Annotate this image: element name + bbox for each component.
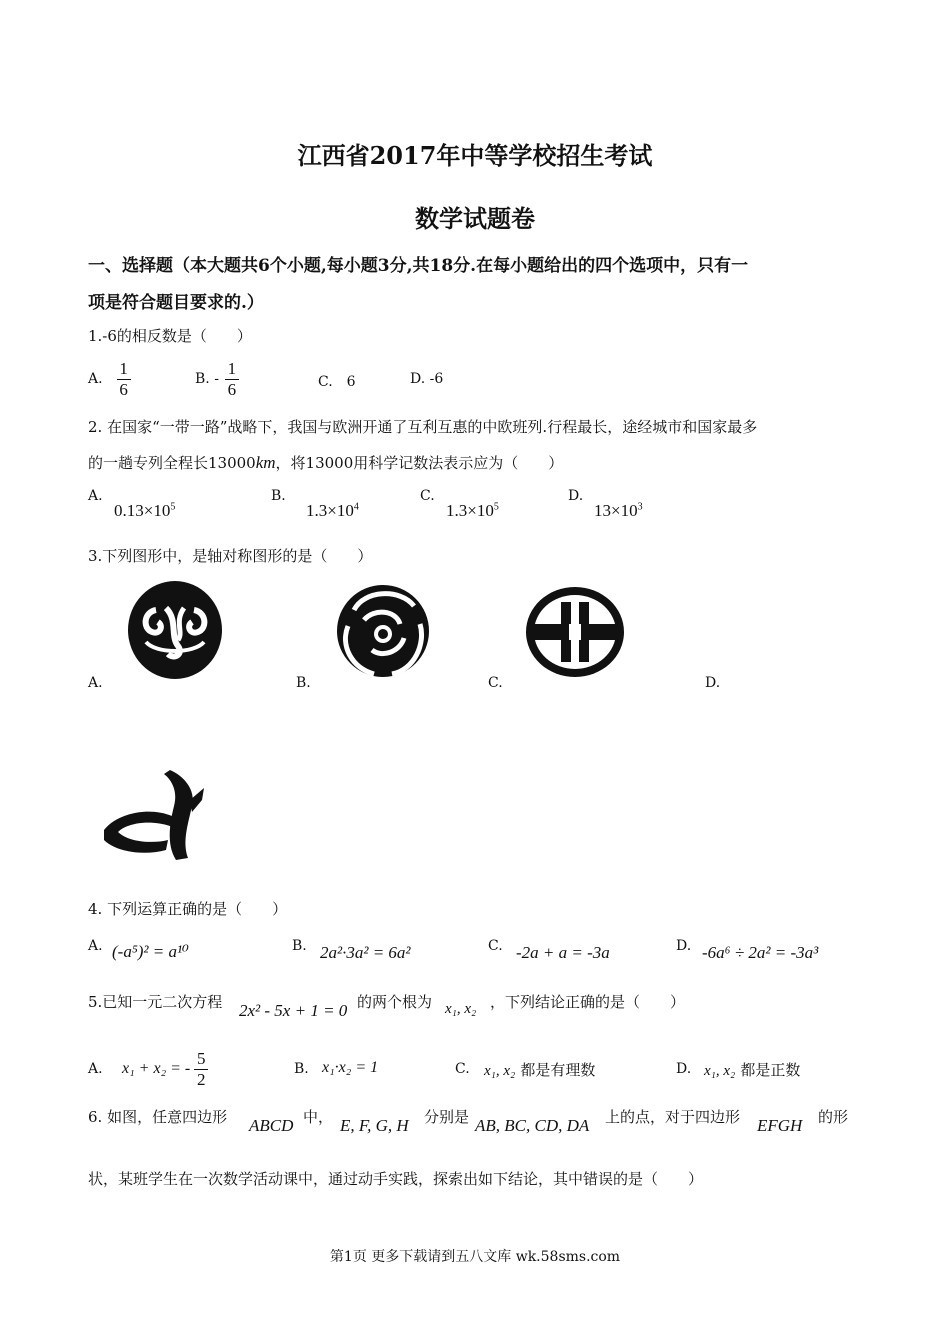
- section-heading-cont: 项是符合题目要求的.）: [88, 293, 264, 313]
- q5-option-b: x₁·x₂ = 1: [322, 1059, 379, 1076]
- q2-b-exp: 4: [353, 501, 359, 513]
- q1-option-b: [195, 356, 239, 402]
- q6-math-2: E, F, G, H: [340, 1116, 409, 1135]
- q5-c-text: 都是有理数: [520, 1061, 596, 1079]
- q5-stem-b: 的两个根为: [357, 993, 433, 1011]
- q3-option-b: B.: [296, 675, 311, 691]
- q3-figure-a: [126, 580, 224, 680]
- q5-option-a: [122, 1046, 208, 1092]
- q5-b-label: B.: [294, 1061, 309, 1077]
- q5-a-num: 5: [197, 1048, 206, 1068]
- q1-a-num: 1: [119, 358, 128, 378]
- q5-stem-c: ，下列结论正确的是（ ）: [490, 993, 686, 1011]
- q4-option-d: -6a⁶ ÷ 2a² = -3a³: [702, 943, 819, 962]
- q4-d-label: D.: [676, 938, 692, 954]
- q3-option-a: A.: [88, 675, 103, 691]
- q1-a-fraction: [117, 359, 131, 400]
- q2-a-exp: 5: [170, 501, 176, 513]
- q1-b-label: B. -: [195, 371, 219, 387]
- q1-b-num: 1: [227, 358, 237, 378]
- q2-stem-line2: [88, 452, 563, 473]
- q2-option-d: [594, 501, 643, 521]
- q5-stem-a: 5.已知一元二次方程: [88, 993, 223, 1011]
- q6-math-3: AB, BC, CD, DA: [475, 1116, 590, 1135]
- q2-d-label: D.: [568, 488, 584, 504]
- section-heading: 一、选择题（本大题共6个小题,每小题3分,共18分.在每小题给出的四个选项中，只有一: [88, 256, 749, 276]
- q2-option-c: [446, 501, 499, 521]
- q6-text-5: 的形: [818, 1108, 849, 1126]
- q6-text-4: 上的点，对于四边形: [605, 1108, 741, 1126]
- q4-option-a: (-a⁵)² = a¹⁰: [112, 942, 189, 961]
- q6-stem-line2: 状，某班学生在一次数学活动课中，通过动手实践，探索出如下结论，其中错误的是（ ）: [88, 1170, 704, 1188]
- q4-option-b: 2a²·3a² = 6a²: [320, 943, 411, 962]
- q2-stem-part-a: 的一趟专列全程长13000: [88, 454, 256, 472]
- q2-a-label: A.: [88, 488, 103, 504]
- q5-equation: 2x² - 5x + 1 = 0: [239, 1001, 348, 1020]
- q2-a-value: 0.13×10: [114, 501, 171, 520]
- q1-option-d: D. -6: [410, 371, 444, 387]
- q5-a-expr: x₁ + x₂ = -: [122, 1060, 191, 1077]
- q5-option-d: [704, 1059, 800, 1080]
- q5-c-label: C.: [455, 1061, 470, 1077]
- q3-figure-c: [523, 584, 627, 680]
- page-footer: 第1页 更多下载请到五八文库 wk.58sms.com: [329, 1249, 621, 1265]
- q4-b-label: B.: [292, 938, 307, 954]
- q1-a-den: 6: [119, 379, 128, 399]
- q2-stem-part-b: ，将13000用科学记数法表示应为（ ）: [275, 454, 564, 472]
- q2-c-label: C.: [420, 488, 435, 504]
- q4-stem: 4. 下列运算正确的是（ ）: [88, 900, 288, 918]
- q5-a-label: A.: [88, 1061, 103, 1077]
- q3-option-d: D.: [705, 675, 721, 691]
- q6-text-2: 中，: [303, 1108, 334, 1126]
- q3-figure-b: [334, 580, 432, 682]
- q1-stem: 1.-6的相反数是（ ）: [88, 327, 252, 345]
- q2-option-b: [306, 501, 359, 521]
- q2-c-value: 1.3×10: [446, 501, 494, 520]
- q6-math-4: EFGH: [757, 1116, 803, 1135]
- q5-roots: x₁, x₂: [445, 1001, 477, 1017]
- q3-stem: 3.下列图形中，是轴对称图形的是（ ）: [88, 547, 373, 565]
- q2-b-label: B.: [271, 488, 286, 504]
- q2-unit: km: [255, 453, 276, 472]
- q3-option-c: C.: [488, 675, 503, 691]
- q1-b-den: 6: [227, 379, 237, 399]
- q4-c-label: C.: [488, 938, 503, 954]
- q3-figure-d: [100, 766, 224, 864]
- q1-a-label: A.: [88, 371, 103, 387]
- q2-stem-line1: 2. 在国家“一带一路”战略下，我国与欧洲开通了互利互惠的中欧班列.行程最长，途经城市和国家最多: [88, 418, 758, 436]
- q2-b-value: 1.3×10: [306, 501, 354, 520]
- page-title: 江西省2017年中等学校招生考试: [297, 141, 653, 170]
- q5-a-fraction: [194, 1049, 208, 1090]
- q5-option-c: [484, 1059, 595, 1080]
- q5-a-den: 2: [197, 1069, 206, 1089]
- q5-d-expr: x₁, x₂: [704, 1063, 736, 1079]
- page-subtitle: 数学试题卷: [415, 204, 535, 233]
- q5-d-text: 都是正数: [740, 1061, 801, 1079]
- q6-text-1: 6. 如图，任意四边形: [88, 1108, 228, 1126]
- q1-option-a: [88, 356, 131, 402]
- q4-a-label: A.: [88, 938, 103, 954]
- q2-option-a: [114, 501, 175, 521]
- q1-option-c: C. 6: [318, 374, 356, 390]
- q4-option-c: -2a + a = -3a: [516, 943, 610, 962]
- q2-d-exp: 3: [637, 501, 643, 513]
- q5-d-label: D.: [676, 1061, 692, 1077]
- q6-text-3: 分别是: [424, 1108, 470, 1126]
- q6-math-1: ABCD: [249, 1116, 294, 1135]
- q2-d-value: 13×10: [594, 501, 638, 520]
- q5-c-expr: x₁, x₂: [484, 1063, 516, 1079]
- q2-c-exp: 5: [493, 501, 499, 513]
- q1-b-fraction: [225, 359, 239, 400]
